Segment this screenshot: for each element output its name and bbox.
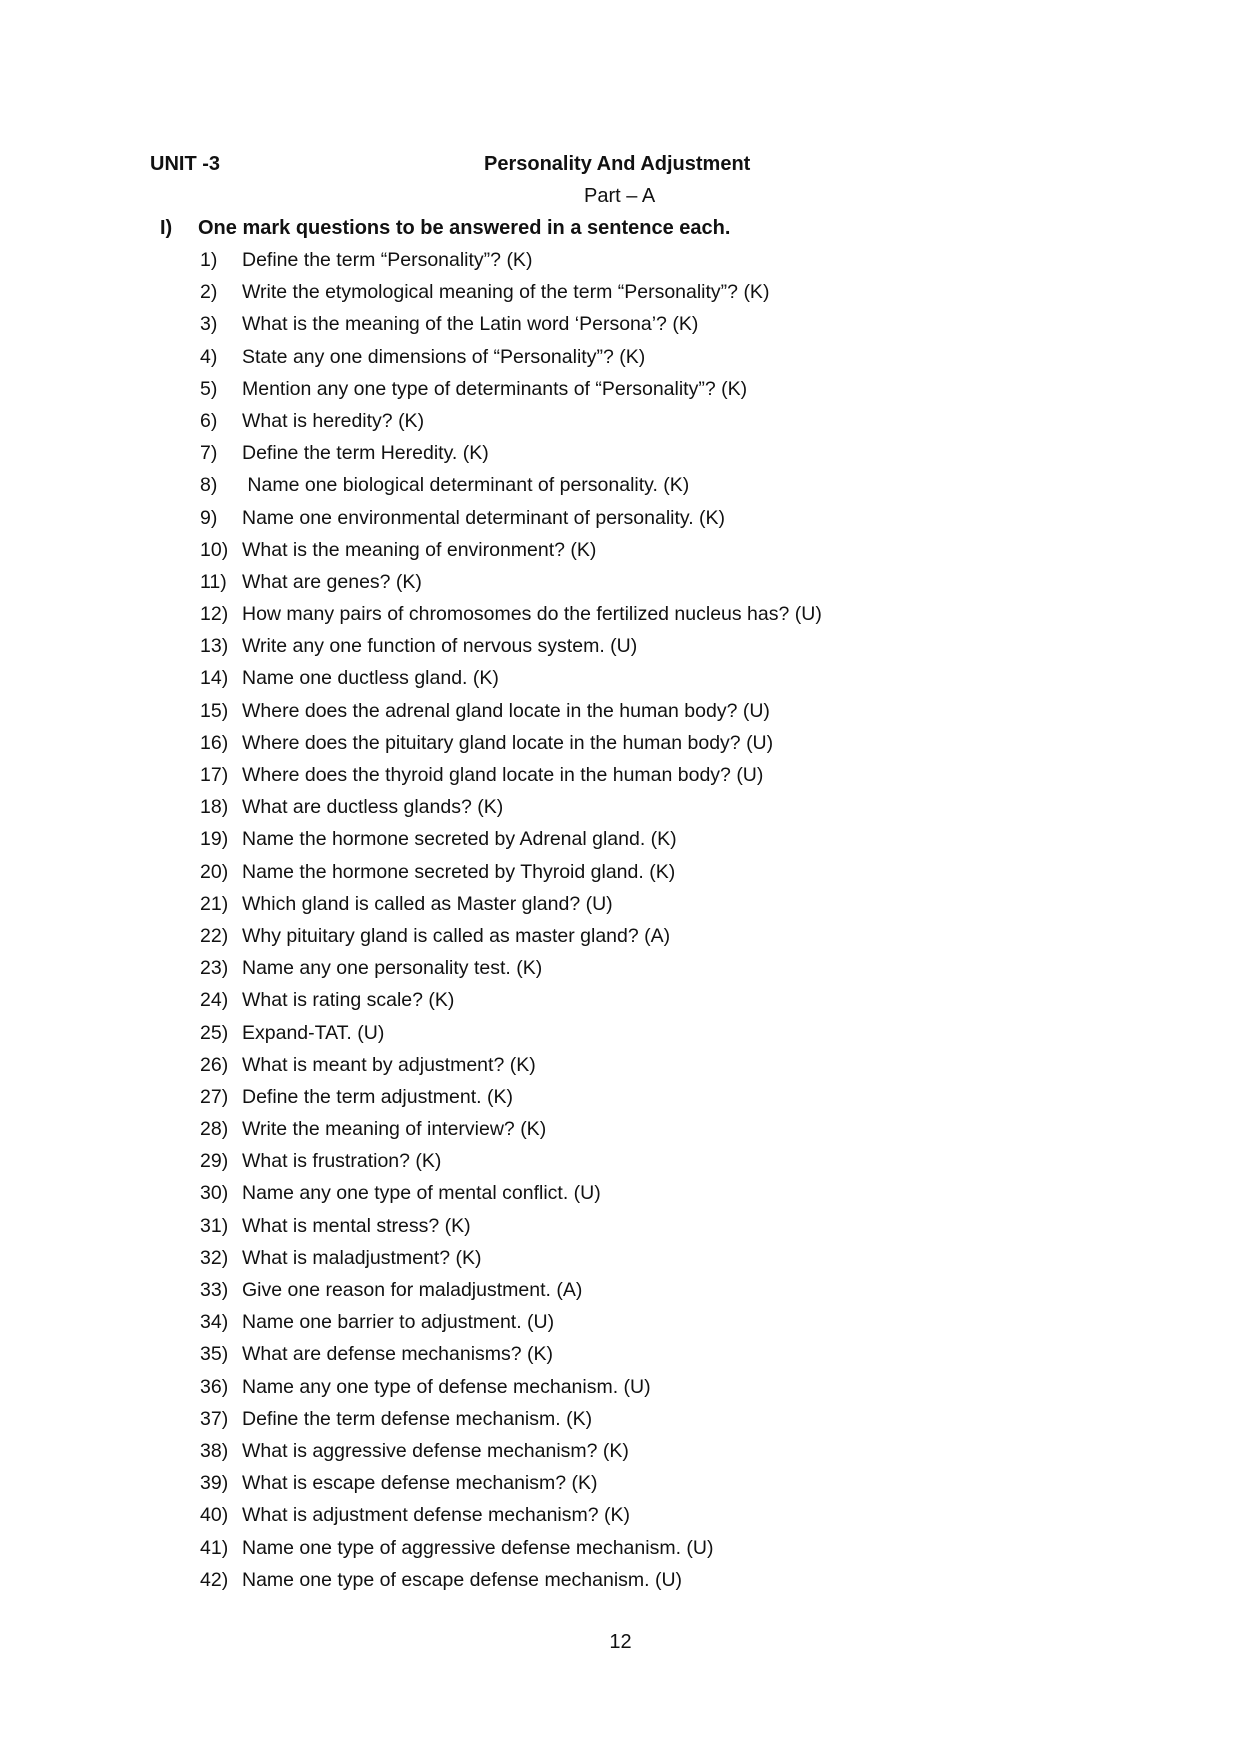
question-text: What is heredity? (K) [242, 409, 425, 432]
question-text: How many pairs of chromosomes do the fertilized nucleus has? (U) [242, 603, 822, 626]
question-number: 38) [200, 1439, 229, 1462]
question-number: 24) [200, 989, 229, 1012]
question-item [200, 600, 822, 632]
question-text: Name any one type of mental conflict. (U) [242, 1182, 601, 1205]
page-title: Personality And Adjustment [484, 153, 751, 175]
question-number: 33) [200, 1279, 229, 1301]
question-text: What is the meaning of the Latin word ‘Persona’? (K) [242, 313, 699, 336]
question-text: What is mental stress? (K) [242, 1214, 471, 1237]
section-heading [160, 214, 730, 242]
question-number: 16) [200, 731, 229, 754]
question-item [200, 729, 822, 761]
question-item [200, 1179, 822, 1211]
question-number: 29) [200, 1150, 229, 1173]
question-item [200, 375, 822, 407]
question-text: Why pituitary gland is called as master gland? (A) [242, 924, 671, 947]
question-number: 8) [200, 474, 218, 497]
question-text: Name one biological determinant of personality. (K) [242, 474, 690, 497]
question-number: 40) [200, 1504, 229, 1527]
unit-label: UNIT -3 [150, 153, 220, 175]
question-number: 25) [200, 1021, 229, 1044]
question-item [200, 278, 822, 310]
question-text: Define the term “Personality”? (K) [242, 249, 533, 271]
question-number: 34) [200, 1311, 229, 1334]
question-number: 39) [200, 1472, 229, 1495]
question-text: Expand-TAT. (U) [242, 1021, 385, 1044]
section-number: I) [160, 217, 173, 239]
question-item [200, 1244, 822, 1276]
question-number: 17) [200, 764, 229, 786]
question-item [200, 1501, 822, 1533]
question-item [200, 1147, 822, 1179]
question-number: 37) [200, 1407, 229, 1430]
question-item [200, 890, 822, 922]
question-text: State any one dimensions of “Personality”? (K) [242, 345, 646, 368]
question-number: 22) [200, 924, 229, 947]
question-number: 21) [200, 892, 229, 915]
question-item [200, 1373, 822, 1405]
question-text: Name the hormone secreted by Thyroid gland. (K) [242, 860, 676, 883]
question-item [200, 761, 822, 793]
question-item [200, 632, 822, 664]
question-item [200, 1276, 822, 1308]
question-number: 23) [200, 957, 229, 980]
question-number: 41) [200, 1536, 229, 1559]
question-number: 42) [200, 1568, 229, 1591]
question-number: 35) [200, 1343, 229, 1366]
question-number: 30) [200, 1182, 229, 1205]
question-number: 9) [200, 506, 218, 529]
question-text: What are defense mechanisms? (K) [242, 1343, 554, 1366]
question-item [200, 793, 822, 825]
question-text: Name one environmental determinant of personality. (K) [242, 506, 726, 529]
question-text: Name any one type of defense mechanism. (U) [242, 1375, 651, 1398]
question-text: What is rating scale? (K) [242, 989, 455, 1012]
question-number: 13) [200, 635, 229, 658]
question-item [200, 1083, 822, 1115]
question-number: 1) [200, 249, 218, 271]
question-number: 28) [200, 1118, 229, 1141]
question-list [200, 246, 822, 1598]
question-item [200, 1437, 822, 1469]
question-text: What is adjustment defense mechanism? (K) [242, 1504, 631, 1527]
question-number: 36) [200, 1375, 229, 1398]
question-item [200, 1051, 822, 1083]
question-text: Write any one function of nervous system. (U) [242, 635, 638, 658]
question-number: 10) [200, 538, 229, 561]
question-item [200, 858, 822, 890]
question-text: Write the etymological meaning of the term “Personality”? (K) [242, 281, 770, 304]
question-text: Where does the adrenal gland locate in the human body? (U) [242, 699, 770, 722]
question-number: 26) [200, 1053, 229, 1076]
question-text: What is maladjustment? (K) [242, 1246, 482, 1269]
question-number: 15) [200, 699, 229, 722]
question-text: Define the term Heredity. (K) [242, 442, 489, 465]
question-item [200, 1212, 822, 1244]
question-item [200, 1115, 822, 1147]
question-number: 2) [200, 281, 218, 304]
question-text: Name one barrier to adjustment. (U) [242, 1311, 555, 1334]
question-number: 18) [200, 796, 229, 819]
question-number: 27) [200, 1085, 229, 1108]
question-number: 11) [200, 570, 227, 593]
question-item [200, 1469, 822, 1501]
question-item [200, 1566, 822, 1598]
question-item [200, 986, 822, 1018]
question-item [200, 1308, 822, 1340]
question-number: 12) [200, 603, 229, 626]
question-text: What is escape defense mechanism? (K) [242, 1472, 598, 1495]
question-number: 3) [200, 313, 218, 336]
question-item [200, 697, 822, 729]
question-text: Name any one personality test. (K) [242, 957, 543, 980]
question-item [200, 825, 822, 857]
part-label: Part – A [584, 185, 656, 207]
question-text: Give one reason for maladjustment. (A) [242, 1279, 583, 1301]
question-text: Which gland is called as Master gland? (U) [242, 892, 613, 915]
question-item [200, 664, 822, 696]
question-item [200, 1019, 822, 1051]
question-item [200, 954, 822, 986]
question-text: Name one ductless gland. (K) [242, 667, 499, 690]
question-item [200, 246, 822, 278]
question-text: What is meant by adjustment? (K) [242, 1053, 536, 1076]
question-item [200, 439, 822, 471]
question-text: Name one type of escape defense mechanism. (U) [242, 1568, 683, 1591]
question-text: Mention any one type of determinants of “Personality”? (K) [242, 377, 748, 400]
question-item [200, 343, 822, 375]
question-item [200, 1340, 822, 1372]
question-text: What is frustration? (K) [242, 1150, 442, 1173]
question-number: 31) [200, 1214, 229, 1237]
question-number: 4) [200, 345, 218, 368]
question-number: 32) [200, 1246, 229, 1269]
question-item [200, 568, 822, 600]
question-number: 5) [200, 377, 218, 400]
question-number: 19) [200, 828, 229, 851]
question-item [200, 536, 822, 568]
page-number: 12 [609, 1631, 632, 1653]
question-item [200, 922, 822, 954]
question-item [200, 471, 822, 503]
question-text: Define the term defense mechanism. (K) [242, 1407, 593, 1430]
question-item [200, 1534, 822, 1566]
question-number: 20) [200, 860, 229, 883]
question-text: Write the meaning of interview? (K) [242, 1118, 547, 1141]
question-text: Where does the pituitary gland locate in the human body? (U) [242, 731, 774, 754]
section-heading-text: One mark questions to be answered in a sentence each. [198, 217, 731, 239]
question-text: What is the meaning of environment? (K) [242, 538, 597, 561]
question-item [200, 1405, 822, 1437]
question-text: Where does the thyroid gland locate in the human body? (U) [242, 764, 764, 786]
question-item [200, 310, 822, 342]
question-text: What are ductless glands? (K) [242, 796, 504, 819]
question-text: Name one type of aggressive defense mechanism. (U) [242, 1536, 714, 1559]
question-text: Define the term adjustment. (K) [242, 1085, 513, 1108]
question-item [200, 504, 822, 536]
question-item [200, 407, 822, 439]
question-text: What is aggressive defense mechanism? (K) [242, 1439, 629, 1462]
question-number: 14) [200, 667, 229, 690]
question-number: 6) [200, 409, 218, 432]
question-text: What are genes? (K) [242, 570, 422, 593]
question-number: 7) [200, 442, 218, 465]
question-text: Name the hormone secreted by Adrenal gland. (K) [242, 828, 677, 851]
